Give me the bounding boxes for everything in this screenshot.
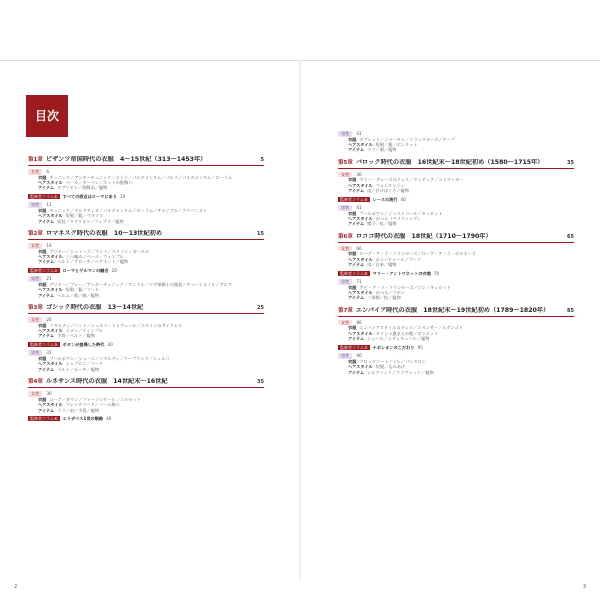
entry-items: ダブレット／ジャーキン／トランクホーズ／ケープ [359, 136, 455, 142]
chapter-page: 85 [567, 307, 574, 314]
column-tag: 監修者コラム⑦ [340, 344, 368, 350]
gender-tag: 男性 [28, 350, 42, 356]
supervisor-column[interactable] [28, 342, 264, 347]
chapter-page: 35 [567, 159, 574, 166]
toc-entry-row [38, 259, 264, 264]
chapter-number: 第3章 [28, 305, 43, 312]
column-page: 40 [106, 415, 112, 421]
entry-label: ヘアスタイル [38, 213, 63, 219]
entry-label: 衣服 [348, 325, 357, 331]
chapter-title: ゴシック時代の衣服 13〜14世紀 [45, 304, 144, 312]
gender-page: 86 [356, 319, 362, 325]
supervisor-column[interactable] [338, 345, 574, 350]
contents-heading-badge: 目次 [26, 95, 68, 137]
toc-entry-row [38, 293, 264, 298]
chapter-title: バロック時代の衣服 16世紀末〜18世紀初め（1580〜1715年） [355, 158, 544, 166]
entry-items: シルクハット／クラヴァット／履物 [367, 369, 434, 375]
chapter-number: 第1章 [28, 157, 43, 163]
entry-items: コタルディ／コット／シュルコ・トゥヴェール／スペインのサイドレス [49, 322, 183, 328]
chapter-title: ロマネスク時代の衣服 10〜13世紀初め [45, 230, 163, 238]
entry-items: プールポワン／ショース／コタルディ／ウープランド／シュルコ [49, 355, 170, 361]
entry-label: ヘアスタイル [38, 287, 63, 293]
gender-tag: 女性 [28, 391, 42, 397]
entry-items: アビ・ア・ラ・フランセーズ／ジレ／キュロット [359, 284, 451, 290]
entry-items: 短髪／もみあげ [375, 364, 406, 370]
chapter-number: 第7章 [338, 307, 353, 314]
entry-items: チュニック／ダルマティカ／パルダメンタム／ローラム／チャジブル／クリパニオン [49, 207, 208, 213]
entry-label: 衣服 [38, 248, 47, 254]
entry-items: ローブ・ア・ラ・フランセーズ／ローブ・ア・ラ・ポロネーズ [359, 251, 476, 257]
toc-right-column [338, 128, 574, 375]
column-title: すべての原点はローマにあり [62, 193, 117, 199]
entry-label: アイテム [348, 295, 365, 301]
column-tag: 監修者コラム③ [30, 341, 58, 347]
entry-label: ヘアスタイル [38, 361, 63, 367]
entry-items: 扇／日傘／履物 [367, 262, 397, 268]
entry-items: 短髪／髭／フード [65, 287, 100, 293]
gender-page: 21 [46, 276, 52, 282]
entry-label: アイテム [348, 147, 365, 153]
entry-items: シャプロン／フード [65, 361, 104, 367]
entry-label: アイテム [38, 366, 55, 372]
entry-items: ベール／ターバン／ネットの髪飾り [65, 180, 133, 185]
entry-items: マリー・テレーズのドレス／マンテュア／ストマッカー [359, 177, 464, 183]
toc-entry-row [38, 408, 264, 413]
column-page: 20 [111, 267, 117, 273]
entry-label: アイテム [348, 336, 365, 342]
gender-tag: 男性 [338, 205, 352, 211]
toc-entry-row [348, 295, 574, 300]
chapter-page: 35 [257, 379, 264, 386]
gender-page: 66 [356, 245, 362, 251]
gender-page: 36 [356, 171, 362, 177]
column-page: 95 [417, 344, 423, 350]
column-page: 30 [107, 341, 113, 347]
chapter-page: 15 [257, 231, 264, 238]
entry-label: ヘアスタイル [38, 402, 63, 408]
gender-page: 26 [46, 317, 52, 323]
chapter-heading[interactable] [338, 233, 574, 243]
entry-label: 衣服 [348, 136, 357, 142]
entry-items: ヘルム／盾／剣／履物 [57, 292, 99, 298]
entry-items: ショール／レティキュール／履物 [367, 336, 430, 342]
entry-label: ヘアスタイル [38, 254, 63, 260]
column-page: 10 [119, 193, 126, 199]
entry-items: ラフ／剣／履物 [367, 147, 397, 153]
entry-items: 短杖／タブリオン／フィブラ／履物 [57, 218, 124, 224]
entry-items: エンパイアスタイルのドレス／スペンサー／ルダンゴト [359, 325, 464, 331]
entry-items: ベルト／ポーチ／履物 [57, 366, 100, 372]
entry-label: アイテム [38, 407, 55, 413]
column-tag: 監修者コラム⑥ [340, 270, 368, 276]
gender-tag: 女性 [338, 320, 352, 326]
column-tag: 監修者コラム④ [30, 415, 58, 421]
entry-items: ギリシャ風まとめ髪／ボンネット [375, 330, 439, 336]
entry-items: チュニック／アンダーチュニック／ストラ／パルダメンタム／パルラ／パルダメンタム／ローラム [49, 174, 233, 180]
entry-items: タブリオン／装飾品／履物 [57, 185, 108, 191]
book-gutter [299, 60, 301, 580]
gender-tag: 女性 [28, 317, 42, 323]
gender-page: 36 [46, 391, 52, 397]
entry-items: 三角帽／杖／履物 [367, 295, 401, 301]
entry-label: ヘアスタイル [348, 256, 373, 262]
chapter-title: ロココ時代の衣服 18世紀（1710〜1790年） [355, 232, 492, 240]
gender-tag: 女性 [28, 169, 42, 175]
column-title: ローマとゲルマンの融合 [62, 267, 109, 273]
entry-items: 帽子／杖／履物 [367, 221, 397, 227]
entry-items: ポンパドゥール／プーフ [375, 256, 421, 262]
entry-label: 衣服 [348, 284, 357, 290]
entry-items: 三つ編み／ベール／ウィンプル [65, 254, 124, 260]
entry-label: ヘアスタイル [348, 290, 373, 296]
entry-items: ローブ／ガウン／ファージンゲール／コルセット [49, 396, 141, 402]
toc-entry-row [38, 185, 264, 190]
entry-label: 衣服 [348, 358, 357, 364]
entry-label: ヘアスタイル [348, 216, 373, 222]
column-title: マリー・アントワネットの衣装 [372, 270, 431, 276]
chapter-heading[interactable] [28, 230, 264, 240]
entry-label: アイテム [38, 218, 55, 224]
entry-label: ヘアスタイル [38, 180, 63, 185]
entry-label: アイテム [348, 221, 365, 227]
entry-label: アイテム [38, 185, 55, 191]
toc-entry-row [348, 221, 574, 226]
entry-label: ヘアスタイル [348, 142, 373, 147]
entry-items: ベルト／ブローチ／ヘアネット／履物 [57, 259, 129, 265]
column-title: ボタンが登場した時代 [62, 341, 105, 347]
supervisor-column[interactable] [338, 271, 574, 276]
page-number-right: 3 [582, 584, 586, 590]
gender-tag: 男性 [338, 131, 352, 137]
gender-page: 41 [356, 205, 362, 211]
chapter-page: 5 [260, 157, 264, 163]
chapter-heading[interactable] [28, 378, 264, 388]
entry-label: 衣服 [38, 174, 47, 180]
entry-label: ヘアスタイル [348, 364, 373, 370]
gender-tag: 男性 [28, 276, 42, 282]
entry-items: ブリオー／シュミーズ／マント／ペリソン／ガーネル [49, 248, 150, 254]
entry-items: かつら／リボン [375, 290, 406, 296]
gender-page: 71 [356, 279, 362, 285]
entry-label: アイテム [348, 262, 365, 268]
entry-label: アイテム [38, 333, 55, 339]
entry-label: アイテム [38, 292, 55, 298]
gender-page: 11 [46, 202, 52, 208]
gender-page: 6 [46, 169, 50, 174]
supervisor-column[interactable] [338, 197, 574, 202]
entry-label: 衣服 [348, 251, 357, 257]
chapter-number: 第6章 [338, 233, 353, 240]
entry-label: アイテム [348, 369, 365, 375]
gender-page: 16 [46, 243, 52, 249]
entry-label: 衣服 [38, 322, 47, 328]
toc-entry-row [348, 370, 574, 375]
entry-label: 衣服 [38, 281, 47, 287]
column-title: レースの流行 [372, 196, 398, 202]
column-tag: 監修者コラム① [30, 193, 58, 199]
entry-items: ラフ／扇／手袋／履物 [57, 407, 100, 413]
gender-tag: 女性 [338, 246, 352, 252]
column-tag: 監修者コラム⑤ [340, 196, 368, 202]
toc-entry-row [38, 333, 264, 338]
toc-entry-row [348, 188, 574, 193]
chapter-title: ルネサンス時代の衣服 14世紀末〜16世紀 [45, 378, 168, 386]
entry-label: アイテム [348, 188, 365, 194]
toc-left-column [28, 150, 264, 421]
entry-label: ヘアスタイル [348, 182, 373, 188]
entry-items: 手袋／ベルト／履物 [57, 333, 95, 339]
chapter-title: ビザンツ帝国時代の衣服 4〜15世紀（313〜1453年） [45, 156, 207, 163]
entry-label: アイテム [38, 259, 55, 265]
chapter-heading[interactable] [28, 304, 264, 314]
entry-items: 短髪／髭／ボンネット [375, 142, 418, 147]
supervisor-column[interactable] [28, 416, 264, 421]
gender-tag: 女性 [338, 172, 352, 178]
chapter-heading[interactable] [338, 159, 574, 169]
entry-items: ブリオー／ブレー／アンダーチュニック／マントル／十字軍騎士の服装／チューンメイル／アルマ [49, 281, 233, 287]
entry-items: エナン／ウィンプル [65, 328, 103, 334]
entry-items: フレンチフード／パール飾り [65, 402, 120, 408]
entry-label: 衣服 [38, 396, 47, 402]
chapter-page: 25 [257, 305, 264, 312]
entry-items: かつら（ペリウィッグ） [375, 216, 422, 222]
supervisor-column[interactable] [28, 194, 264, 199]
column-title: エリザベス1世の戦略 [62, 415, 104, 421]
toc-entry-row [38, 367, 264, 372]
toc-entry-row [348, 336, 574, 341]
chapter-number: 第5章 [338, 159, 353, 166]
toc-entry-row [348, 262, 574, 267]
entry-items: 扇／付けぼくろ／履物 [367, 188, 410, 194]
entry-items: プールポワン／ジュストコール／キュロット [359, 210, 443, 216]
gender-page: 31 [46, 350, 52, 356]
gender-page: 96 [356, 353, 362, 359]
chapter-heading[interactable] [338, 307, 574, 317]
entry-items: 短髪／髭／ペタソス [65, 213, 104, 219]
chapter-number: 第4章 [28, 379, 43, 386]
entry-items: フォンタンジュ [375, 182, 405, 188]
gender-tag: 男性 [28, 202, 42, 208]
gender-page: 41 [356, 131, 362, 136]
chapter-page: 65 [567, 233, 574, 240]
chapter-heading[interactable] [28, 156, 264, 166]
gender-tag: 男性 [338, 279, 352, 285]
supervisor-column[interactable] [28, 268, 264, 273]
entry-label: 衣服 [38, 355, 47, 361]
column-page: 40 [400, 196, 406, 202]
column-page: 70 [433, 270, 440, 276]
entry-label: 衣服 [348, 177, 357, 183]
gender-tag: 女性 [28, 243, 42, 249]
entry-label: 衣服 [38, 207, 47, 213]
column-title: ナポレオンのこだわり [372, 344, 415, 350]
entry-items: フロックコート／ジレ／パンタロン [359, 358, 426, 364]
page-number-left: 2 [14, 584, 18, 590]
gender-tag: 男性 [338, 353, 352, 359]
chapter-number: 第2章 [28, 231, 43, 238]
toc-entry-row [348, 147, 574, 152]
entry-label: 衣服 [348, 210, 357, 216]
column-tag: 監修者コラム② [30, 267, 58, 273]
chapter-title: エンパイア時代の衣服 18世紀末〜19世紀初め（1789〜1820年） [355, 306, 550, 314]
entry-label: ヘアスタイル [348, 330, 373, 336]
entry-label: ヘアスタイル [38, 328, 63, 334]
toc-entry-row [38, 219, 264, 224]
